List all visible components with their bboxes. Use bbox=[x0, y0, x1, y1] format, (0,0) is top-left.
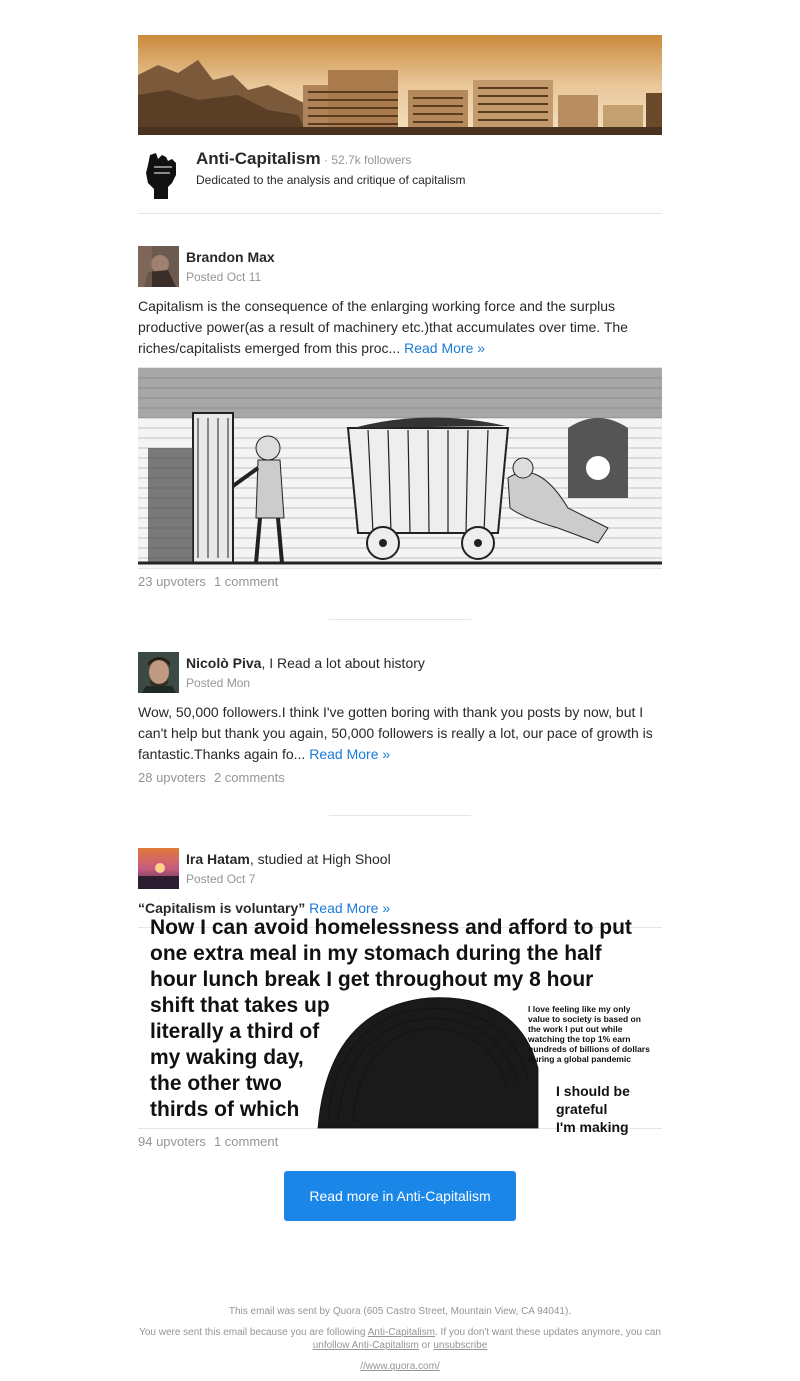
meme-side-text: I should be bbox=[556, 1083, 630, 1099]
meme-text-line: Now I can avoid homelessness and afford to put bbox=[150, 916, 632, 939]
meme-side-text: value to society is based on bbox=[528, 1014, 641, 1024]
post-date: Posted Oct 11 bbox=[186, 270, 262, 284]
post-stats bbox=[138, 574, 662, 589]
meme-side-text: I love feeling like my only bbox=[528, 1004, 631, 1014]
author-credential: , studied at High Shool bbox=[249, 851, 391, 867]
post-excerpt: Wow, 50,000 followers.I think I've gotten boring with thank you posts by now, but I can't help but thank you again, 50,000 followers is really a lot, our pace of growth is fantastic.Thanks again fo... bbox=[138, 704, 653, 762]
post-date: Posted Mon bbox=[186, 676, 251, 690]
meme-side-text: during a global pandemic bbox=[528, 1054, 631, 1064]
read-more-link[interactable]: Read More » bbox=[309, 900, 391, 916]
space-header bbox=[138, 135, 662, 214]
post-text bbox=[138, 296, 662, 359]
comments-count[interactable]: 2 comments bbox=[213, 770, 285, 785]
post-author-row bbox=[138, 848, 662, 889]
footer-space-link[interactable]: Anti-Capitalism bbox=[367, 1327, 435, 1338]
read-more-link[interactable]: Read More » bbox=[309, 746, 391, 762]
read-more-in-space-button[interactable]: Read more in Anti-Capitalism bbox=[284, 1171, 515, 1221]
avatar[interactable] bbox=[138, 848, 179, 889]
meme-text-line: the other two bbox=[150, 1072, 282, 1095]
space-followers-count: · 52.7k followers bbox=[320, 153, 412, 167]
post-excerpt: “Capitalism is voluntary” bbox=[138, 900, 310, 916]
post-image-meme[interactable] bbox=[138, 916, 662, 1135]
space-name[interactable]: Anti-Capitalism bbox=[196, 149, 321, 168]
post-author-row bbox=[138, 652, 662, 693]
post-item bbox=[138, 816, 662, 1149]
space-description: Dedicated to the analysis and critique of capitalism bbox=[196, 173, 466, 187]
author-name[interactable]: Nicolò Piva bbox=[186, 655, 262, 671]
author-credential: , I Read a lot about history bbox=[261, 655, 425, 671]
meme-text-line: hour lunch break I get throughout my 8 hour bbox=[150, 968, 594, 991]
cta-container bbox=[138, 1171, 662, 1221]
meme-side-text: I'm making bbox=[556, 1119, 629, 1135]
post-image-engraving[interactable] bbox=[138, 367, 662, 569]
post-item bbox=[138, 214, 662, 589]
post-date: Posted Oct 7 bbox=[186, 872, 256, 886]
comments-count[interactable]: 1 comment bbox=[213, 1134, 279, 1149]
post-item bbox=[138, 620, 662, 785]
upvoters-count[interactable]: 23 upvoters bbox=[138, 574, 206, 589]
post-stats bbox=[138, 770, 662, 785]
post-author-row bbox=[138, 246, 662, 287]
author-name[interactable]: Ira Hatam bbox=[186, 851, 250, 867]
meme-text-line: my waking day, bbox=[150, 1046, 304, 1069]
meme-side-text: grateful bbox=[556, 1101, 608, 1117]
comments-count[interactable]: 1 comment bbox=[213, 574, 279, 589]
footer-reason-text: . If you don't want these updates anymore, you can bbox=[434, 1327, 661, 1338]
avatar[interactable] bbox=[138, 246, 179, 287]
unfollow-link[interactable]: unfollow Anti-Capitalism bbox=[312, 1340, 419, 1351]
meme-side-text: watching the top 1% earn bbox=[528, 1034, 631, 1044]
meme-text-line: literally a third of bbox=[150, 1020, 320, 1043]
footer-reason-text: You were sent this email because you are following bbox=[139, 1327, 368, 1338]
upvoters-count[interactable]: 94 upvoters bbox=[138, 1134, 206, 1149]
email-footer bbox=[138, 1305, 662, 1373]
meme-text-line: one extra meal in my stomach during the half bbox=[150, 942, 602, 965]
footer-reason-line bbox=[138, 1326, 662, 1352]
meme-side-text: the work I put out while bbox=[528, 1024, 623, 1034]
meme-side-text: hundreds of billions of dollars bbox=[528, 1044, 650, 1054]
upvoters-count[interactable]: 28 upvoters bbox=[138, 770, 206, 785]
email-body bbox=[138, 0, 662, 1373]
post-text bbox=[138, 702, 662, 765]
read-more-link[interactable]: Read More » bbox=[404, 340, 486, 356]
unsubscribe-link[interactable]: unsubscribe bbox=[433, 1340, 488, 1351]
meme-text-line: shift that takes up bbox=[150, 994, 330, 1017]
post-stats bbox=[138, 1134, 662, 1149]
author-name[interactable]: Brandon Max bbox=[186, 249, 275, 265]
avatar[interactable] bbox=[138, 652, 179, 693]
raised-fist-icon[interactable] bbox=[138, 149, 184, 201]
quora-url-link[interactable]: //www.quora.com/ bbox=[360, 1361, 440, 1372]
footer-or-text: or bbox=[418, 1340, 434, 1351]
post-excerpt: Capitalism is the consequence of the enlarging working force and the surplus productive power(as a result of machinery etc.)that accumulates over time. The riches/capitalists emerged from this proc... bbox=[138, 298, 628, 356]
meme-text-line: thirds of which bbox=[150, 1098, 300, 1121]
space-banner-image bbox=[138, 35, 662, 135]
footer-sender-line: This email was sent by Quora (605 Castro Street, Mountain View, CA 94041). bbox=[228, 1306, 572, 1317]
